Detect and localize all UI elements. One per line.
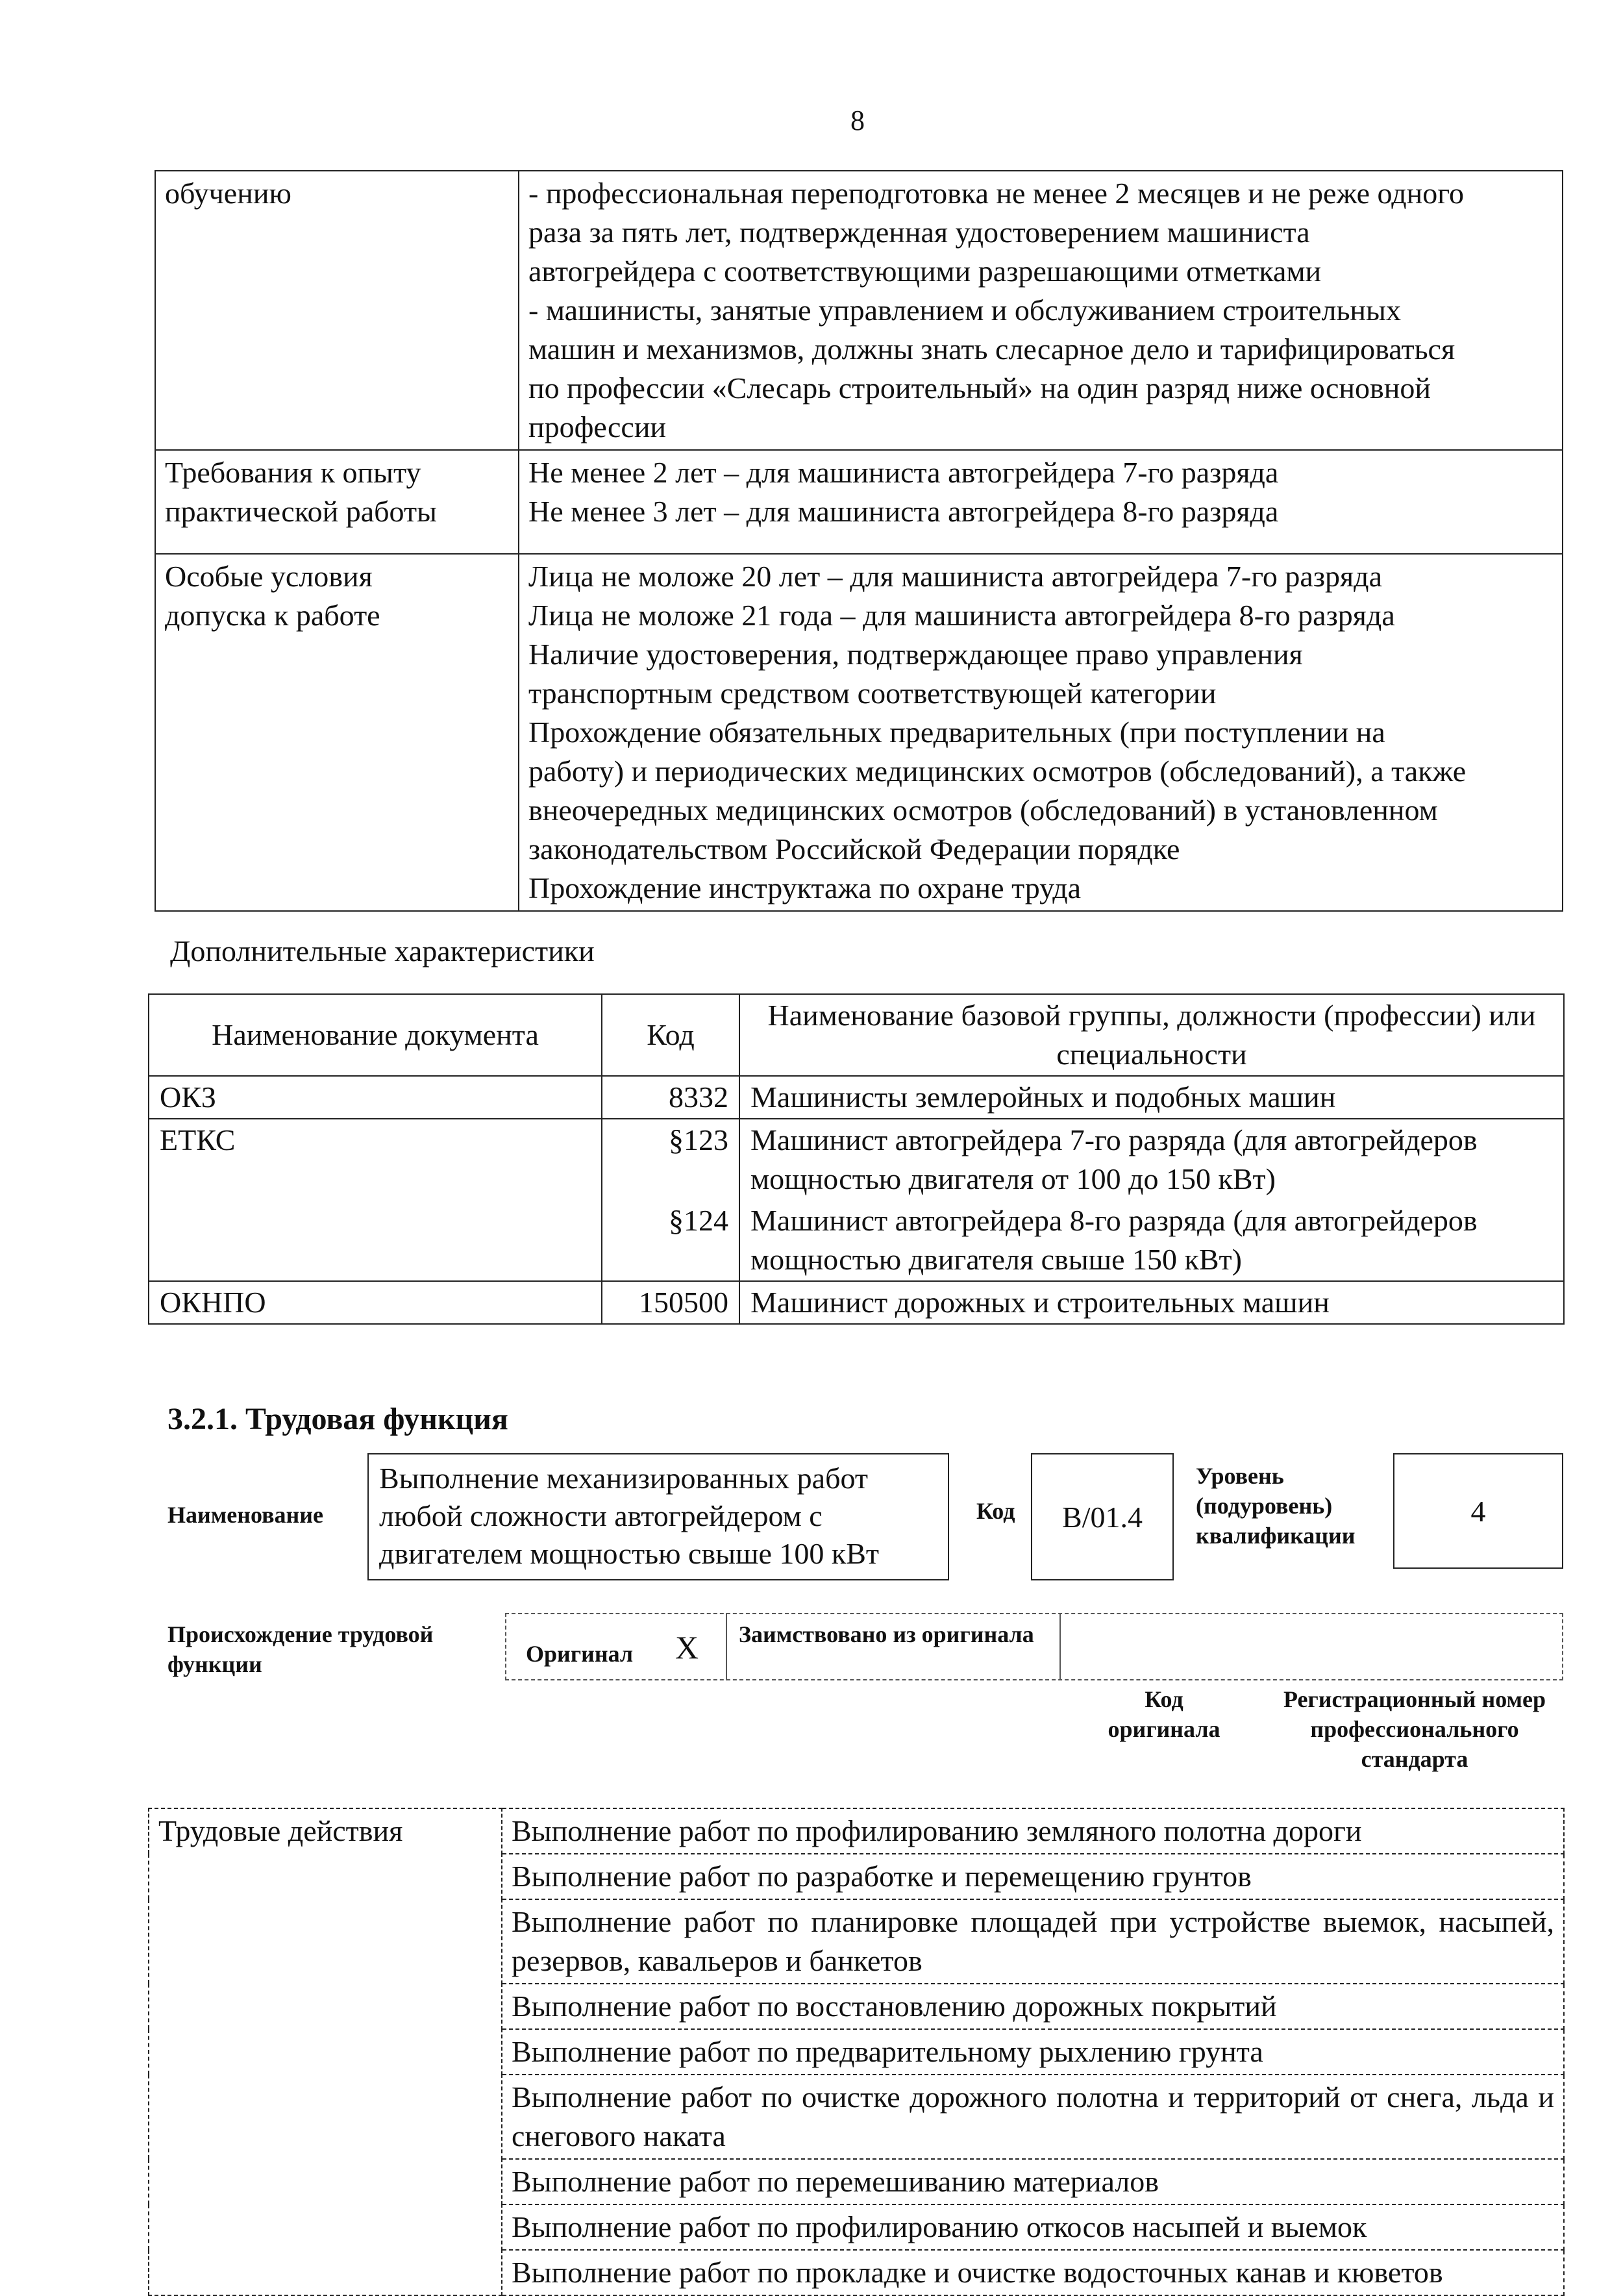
action-item: Выполнение работ по планировке площадей при устройстве выемок, насыпей, резервов, кавальеров и банкетов xyxy=(502,1899,1564,1984)
name-label: Наименование xyxy=(167,1502,323,1528)
cell-name: Машинист автогрейдера 7-го разряда (для автогрейдеров мощностью двигателя от 100 до 150 кВт) xyxy=(739,1119,1564,1200)
label-line: практической работы xyxy=(165,495,437,528)
content-line: Не менее 2 лет – для машиниста автогрейдера 7-го разряда xyxy=(528,456,1279,489)
content-line: законодательством Российской Федерации порядке xyxy=(528,832,1180,866)
page-number: 8 xyxy=(850,105,865,136)
content-line: раза за пять лет, подтвержденная удостоверением машиниста xyxy=(528,216,1310,249)
origin-borrowed-label: Заимствовано из оригинала xyxy=(739,1621,1034,1647)
registration-number-caption: Регистрационный номер профессионального стандарта xyxy=(1283,1686,1546,1772)
content-line: внеочередных медицинских осмотров (обследований) в установленном xyxy=(528,793,1438,827)
action-item: Выполнение работ по профилированию земляного полотна дороги xyxy=(502,1808,1564,1854)
header-code: Код xyxy=(602,994,739,1076)
section-title: 3.2.1. Трудовая функция xyxy=(167,1402,508,1436)
table-row xyxy=(149,1119,1564,1200)
cell-name: Машинист дорожных и строительных машин xyxy=(739,1281,1564,1324)
action-item: Выполнение работ по восстановлению дорожных покрытий xyxy=(502,1984,1564,2029)
origin-original-label: Оригинал xyxy=(526,1641,634,1667)
divider xyxy=(726,1613,727,1680)
content-line: по профессии «Слесарь строительный» на один разряд ниже основной xyxy=(528,371,1431,405)
content-line: Прохождение инструктажа по охране труда xyxy=(528,871,1082,905)
additional-characteristics-table xyxy=(148,993,1565,1325)
row-label xyxy=(155,171,519,450)
table-row xyxy=(149,1808,1564,1854)
content-line: - профессиональная переподготовка не менее 2 месяцев и не реже одного xyxy=(528,177,1464,210)
content-line: машин и механизмов, должны знать слесарное дело и тарифицироваться xyxy=(528,332,1455,366)
action-item: Выполнение работ по прокладке и очистке водосточных канав и кюветов xyxy=(502,2250,1564,2295)
content-line: Лица не моложе 20 лет – для машиниста автогрейдера 7-го разряда xyxy=(528,560,1382,593)
content-line: работу) и периодических медицинских осмотров (обследований), а также xyxy=(528,755,1467,788)
label-line: обучению xyxy=(165,177,291,210)
action-item: Выполнение работ по предварительному рыхлению грунта xyxy=(502,2029,1564,2075)
code-label: Код xyxy=(976,1498,1015,1524)
qualification-level-label: Уровень (подуровень) квалификации xyxy=(1196,1463,1356,1549)
action-item: Выполнение работ по разработке и перемещению грунтов xyxy=(502,1854,1564,1899)
cell-doc: ОКНПО xyxy=(149,1281,602,1324)
header-row xyxy=(149,994,1564,1076)
table-row xyxy=(155,450,1563,554)
labor-actions-table xyxy=(148,1808,1565,2296)
function-code-box: В/01.4 xyxy=(1031,1453,1174,1580)
label-line: Требования к опыту xyxy=(165,456,421,489)
action-item: Выполнение работ по перемешиванию материалов xyxy=(502,2159,1564,2204)
requirements-table xyxy=(155,170,1563,912)
cell-doc: ОКЗ xyxy=(149,1076,602,1119)
label-line: допуска к работе xyxy=(165,599,380,632)
content-line: Не менее 3 лет – для машиниста автогрейдера 8-го разряда xyxy=(528,495,1279,528)
content-line: Прохождение обязательных предварительных (при поступлении на xyxy=(528,716,1385,749)
additional-characteristics-title: Дополнительные характеристики xyxy=(170,934,595,967)
divider xyxy=(1059,1613,1061,1680)
row-label xyxy=(155,450,519,554)
row-content xyxy=(519,554,1563,911)
origin-mark: Х xyxy=(675,1629,699,1666)
header-doc: Наименование документа xyxy=(149,994,602,1076)
content-line: Наличие удостоверения, подтверждающее право управления xyxy=(528,638,1303,671)
origin-label: Происхождение трудовой функции xyxy=(167,1621,434,1677)
label-line: Особые условия xyxy=(165,560,373,593)
cell-code: §124 xyxy=(602,1200,739,1281)
cell-name: Машинисты землеройных и подобных машин xyxy=(739,1076,1564,1119)
cell-code: 8332 xyxy=(602,1076,739,1119)
qualification-level-box: 4 xyxy=(1393,1453,1563,1569)
content-line: автогрейдера с соответствующими разрешающими отметками xyxy=(528,255,1322,288)
row-label xyxy=(155,554,519,911)
content-line: - машинисты, занятые управлением и обслуживанием строительных xyxy=(528,293,1401,327)
cell-code: §123 xyxy=(602,1119,739,1200)
table-row xyxy=(155,554,1563,911)
function-name-box: Выполнение механизированных работ любой сложности автогрейдером с двигателем мощностью свыше 100 кВт xyxy=(367,1453,949,1580)
content-line: Лица не моложе 21 года – для машиниста автогрейдера 8-го разряда xyxy=(528,599,1395,632)
row-content xyxy=(519,171,1563,450)
table-row xyxy=(155,171,1563,450)
origin-code-caption: Код оригинала xyxy=(1108,1686,1220,1742)
cell-code: 150500 xyxy=(602,1281,739,1324)
action-item: Выполнение работ по очистке дорожного полотна и территорий от снега, льда и снегового наката xyxy=(502,2075,1564,2159)
cell-name: Машинист автогрейдера 8-го разряда (для автогрейдеров мощностью двигателя свыше 150 кВт) xyxy=(739,1200,1564,1281)
table-row xyxy=(149,1281,1564,1324)
actions-label: Трудовые действия xyxy=(149,1808,502,2295)
row-content xyxy=(519,450,1563,554)
cell-doc: ЕТКС xyxy=(149,1119,602,1281)
content-line: профессии xyxy=(528,410,667,443)
table-row xyxy=(149,1076,1564,1119)
content-line: транспортным средством соответствующей категории xyxy=(528,677,1217,710)
action-item: Выполнение работ по профилированию откосов насыпей и выемок xyxy=(502,2204,1564,2250)
header-name: Наименование базовой группы, должности (профессии) или специальности xyxy=(739,994,1564,1076)
